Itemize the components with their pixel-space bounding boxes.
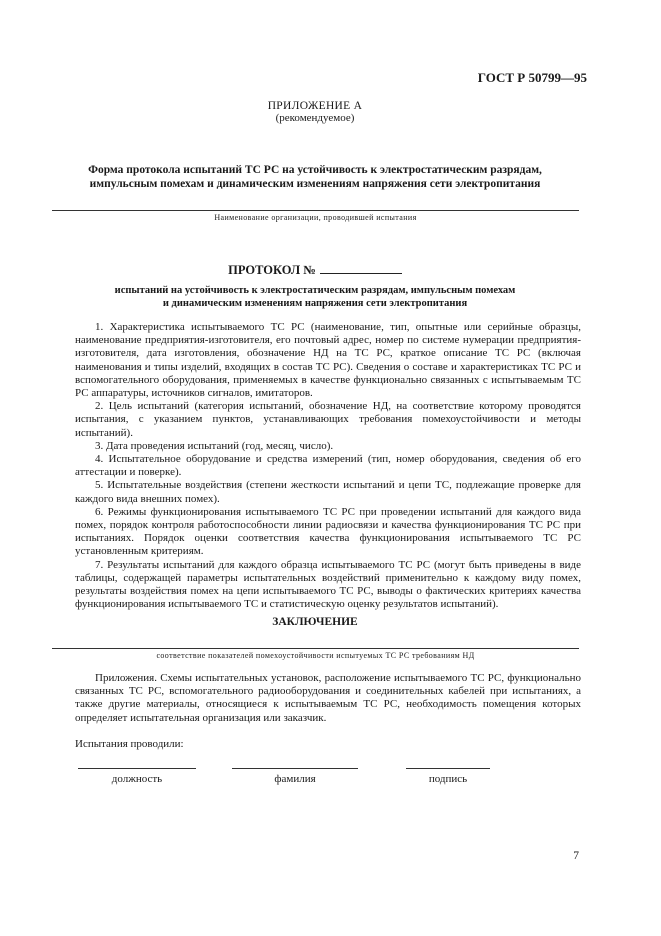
appendix-text [75, 672, 581, 725]
item-5: 5. Испытательные воздействия (степени жесткости испытаний и цепи ТС, подлежащие проверке для каждого вида внешних помех). [75, 479, 581, 505]
protocol-subtitle-line1: испытаний на устойчивость к электростатическим разрядам, импульсным помехам [114, 285, 516, 296]
protocol-number-blank [320, 262, 402, 274]
conclusion-caption: соответствие показателей помехоустойчивости испытуемых ТС РС требованиям НД [156, 651, 475, 660]
form-title-line1: Форма протокола испытаний ТС РС на устойчивость к электростатическим разрядам, [88, 164, 542, 176]
standard-number: ГОСТ Р 50799—95 [477, 70, 587, 85]
organization-caption: Наименование организации, проводившей испытания [214, 213, 417, 222]
item-6: 6. Режимы функционирования испытываемого ТС РС при проведении испытаний для каждого вида помех, порядок контроля работоспособности линии радиосвязи и качества функционирования ТС РС при испытаниях. Порядок оценки соответствия качества функционирования испытываемого ТС РС установленным критериям. [75, 505, 581, 558]
conclusion-title: ЗАКЛЮЧЕНИЕ [272, 616, 358, 628]
position-label: должность [111, 773, 163, 785]
protocol-items [75, 321, 581, 611]
conclusion-line [52, 648, 579, 649]
conducted-by-label: Испытания проводили: [75, 738, 184, 750]
signature-label: подпись [428, 773, 468, 785]
form-title-line2: импульсным помехам и динамическим изменениям напряжения сети электропитания [89, 178, 541, 190]
protocol-subtitle-line2: и динамическим изменениям напряжения сети электропитания [162, 297, 468, 309]
organization-line [52, 210, 579, 211]
surname-line [232, 768, 358, 769]
item-7: 7. Результаты испытаний для каждого образца испытываемого ТС РС (могут быть приведены в виде таблицы, содержащей параметры испытательных воздействий применительно к каждому виду помех, результаты воздействия помех на цепи испытываемого ТС РС, выводы о фактических критериях качества функционирования испытываемого ТС и статистическую оценку результатов испытаний). [75, 558, 581, 611]
item-2: 2. Цель испытаний (категория испытаний, обозначение НД, на соответствие которому проводятся испытания, с указанием пунктов, устанавливающих требования помехоустойчивости и методы испытаний). [75, 400, 581, 439]
annex-subtitle: (рекомендуемое) [275, 112, 355, 124]
appendix-paragraph: Приложения. Схемы испытательных установок, расположение испытываемого ТС РС, функционально связанных ТС РС, вспомогательного радиооборудования и соединительных кабелей при испытаниях, а также другие материалы, относящиеся к испытываемым ТС РС, необходимость помещения которых определяет испытательная организация или заказчик. [75, 672, 581, 724]
protocol-title [50, 262, 580, 278]
item-4: 4. Испытательное оборудование и средства измерений (тип, номер оборудования, сведения об его аттестации и поверке). [75, 453, 581, 479]
protocol-subtitle [50, 285, 580, 310]
annex-title: ПРИЛОЖЕНИЕ А [267, 100, 363, 112]
page-number: 7 [573, 850, 579, 862]
item-1: 1. Характеристика испытываемого ТС РС (наименование, тип, опытные или серийные образцы, наименование предприятия-изготовителя, его почтовый адрес, номер по системе нумерации предприятия-изготовителя, дата изготовления, обозначение НД на ТС РС, краткое описание ТС РС (включая наименования и типы изделий, входящих в состав ТС РС). Сведения о составе и характеристиках ТС РС и вспомогательного оборудования, применяемых в качестве функционально связанных с испытываемым ТС РС аппаратуры, источников сигналов, имитаторов. [75, 321, 581, 400]
position-line [78, 768, 196, 769]
form-title [50, 163, 580, 191]
surname-label: фамилия [274, 773, 316, 785]
item-3: 3. Дата проведения испытаний (год, месяц, число). [95, 439, 334, 452]
signature-line [406, 768, 490, 769]
protocol-title-text: ПРОТОКОЛ № [228, 263, 316, 277]
